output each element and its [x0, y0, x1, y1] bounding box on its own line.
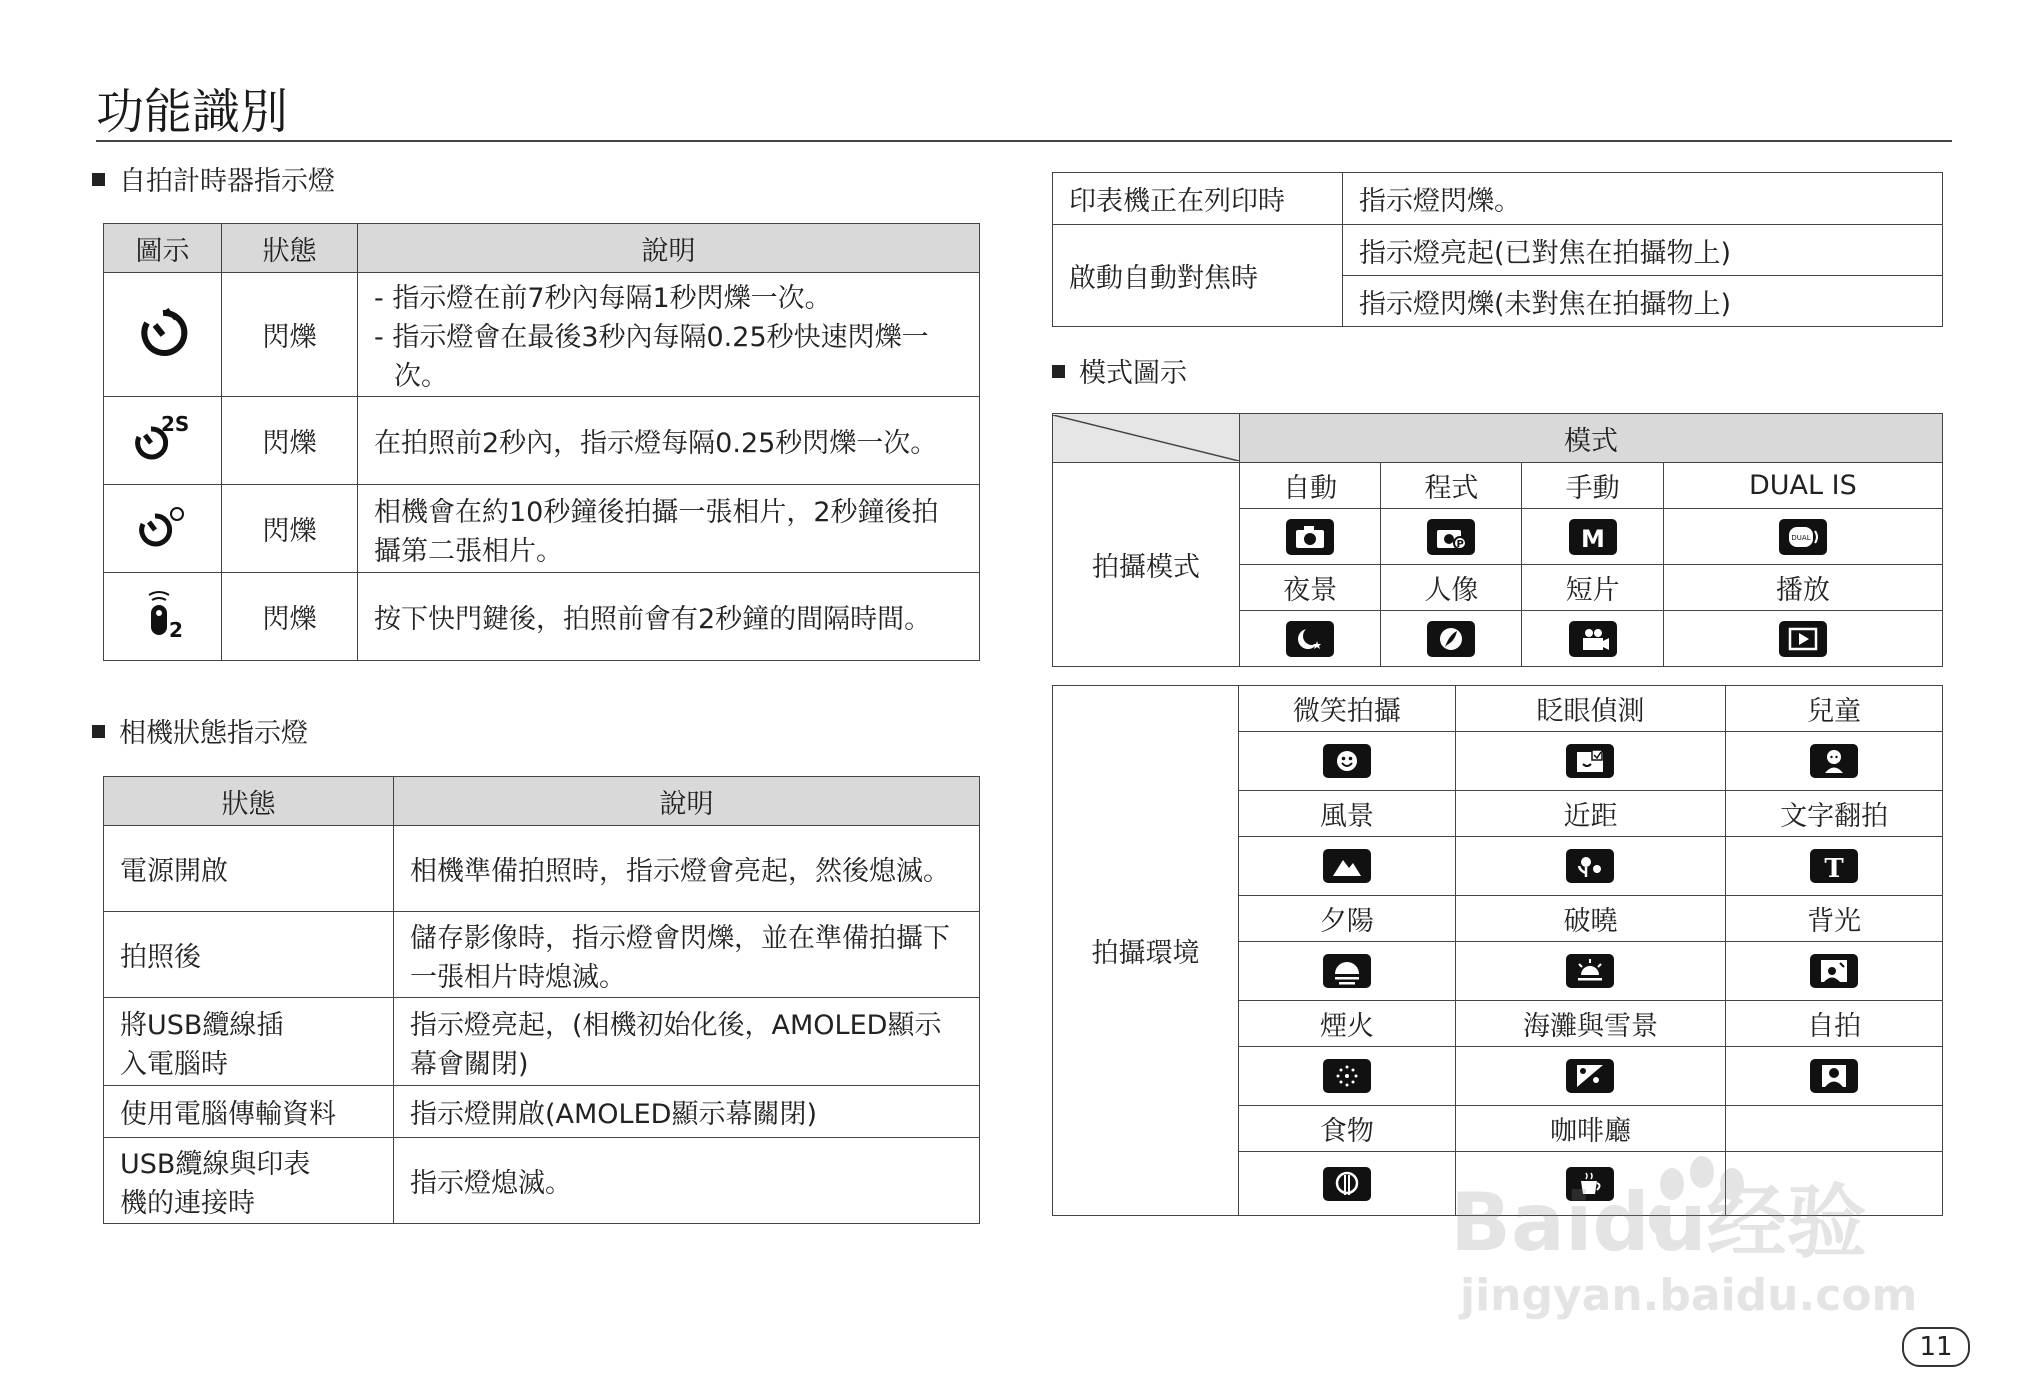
svg-text:2: 2	[168, 618, 183, 641]
dawn-icon	[1566, 954, 1614, 988]
scene-name: 眨眼偵測	[1455, 686, 1725, 732]
camera-status-table	[103, 776, 980, 1224]
table-row	[104, 1138, 980, 1224]
desc-cell: 指示燈閃爍。	[1343, 173, 1943, 225]
fireworks-icon	[1323, 1059, 1371, 1093]
state-cell: 閃爍	[222, 573, 358, 661]
table-header-row	[104, 224, 980, 273]
baidu-watermark	[1440, 1140, 1920, 1340]
table-row	[104, 573, 980, 661]
mode-label: 播放	[1663, 565, 1942, 611]
table-row	[1053, 225, 1943, 276]
mode-label: 程式	[1381, 463, 1522, 509]
scene-name: 咖啡廳	[1455, 1106, 1725, 1152]
table-row	[104, 998, 980, 1086]
desc-cell: 相機準備拍照時，指示燈會亮起，然後熄滅。	[394, 826, 980, 912]
desc-cell: 指示燈熄滅。	[394, 1138, 980, 1224]
desc-cell: 相機會在約10秒鐘後拍攝一張相片，2秒鐘後拍攝第二張相片。	[358, 485, 980, 573]
state-cell: 將USB纜線插入電腦時	[104, 998, 394, 1086]
svg-text:P: P	[1456, 538, 1465, 550]
table-header-row	[104, 777, 980, 826]
self-timer-heading: 自拍計時器指示燈	[92, 166, 335, 198]
scene-name: 夕陽	[1239, 896, 1456, 942]
title-divider	[96, 140, 1952, 142]
desc-cell: 在拍照前2秒內，指示燈每隔0.25秒閃爍一次。	[358, 397, 980, 485]
night-icon	[1286, 621, 1334, 657]
state-cell: 閃爍	[222, 397, 358, 485]
remote-2s-icon	[104, 573, 222, 661]
self-timer-table	[103, 223, 980, 661]
mode-label: 自動	[1240, 463, 1381, 509]
table-row	[104, 912, 980, 998]
table-row	[104, 397, 980, 485]
printer-af-table	[1052, 172, 1943, 327]
smile-shot-icon	[1323, 744, 1371, 778]
scene-name: 風景	[1239, 791, 1456, 837]
beach-snow-icon	[1566, 1059, 1614, 1093]
table-row	[1053, 686, 1943, 732]
svg-text:2S: 2S	[160, 412, 189, 436]
desc-cell: 指示燈開啟(AMOLED顯示幕關閉)	[394, 1086, 980, 1138]
scene-name: 微笑拍攝	[1239, 686, 1456, 732]
mode-icons-heading: 模式圖示	[1052, 358, 1187, 390]
state-cell: 使用電腦傳輸資料	[104, 1086, 394, 1138]
scene-name: 海灘與雪景	[1455, 1001, 1725, 1047]
state-cell: 閃爍	[222, 485, 358, 573]
svg-text:jingyan.baidu.com: jingyan.baidu.com	[1460, 1270, 1918, 1321]
dual-is-icon	[1779, 519, 1827, 555]
mode-label: DUAL IS	[1663, 463, 1942, 509]
state-cell: 印表機正在列印時	[1053, 173, 1343, 225]
self-timer-double-icon	[104, 485, 222, 573]
playback-icon	[1779, 621, 1827, 657]
mode-label: 手動	[1522, 463, 1663, 509]
scene-label: 拍攝環境	[1053, 686, 1239, 1216]
svg-text:Baidu经验: Baidu经验	[1450, 1176, 1867, 1269]
header-icon: 圖示	[104, 224, 222, 273]
desc-cell: 按下快門鍵後，拍照前會有2秒鐘的間隔時間。	[358, 573, 980, 661]
scene-name: 煙火	[1239, 1001, 1456, 1047]
sunset-icon	[1323, 954, 1371, 988]
svg-text:M: M	[1580, 524, 1605, 553]
scene-name: 破曉	[1455, 896, 1725, 942]
scene-name: 近距	[1455, 791, 1725, 837]
self-timer-2s-icon	[104, 397, 222, 485]
movie-icon	[1569, 621, 1617, 657]
backlight-icon	[1810, 954, 1858, 988]
children-icon	[1810, 744, 1858, 778]
page-title: 功能識別	[96, 84, 289, 140]
program-icon	[1427, 519, 1475, 555]
table-row	[104, 273, 980, 397]
desc-cell: - 指示燈在前7秒內每隔1秒閃爍一次。 - 指示燈會在最後3秒內每隔0.25秒快速閃爍一次。	[358, 273, 980, 397]
food-icon	[1323, 1167, 1371, 1201]
table-row	[1053, 463, 1943, 509]
shooting-mode-label: 拍攝模式	[1053, 463, 1240, 667]
desc-cell: 指示燈亮起，(相機初始化後，AMOLED顯示幕會關閉)	[394, 998, 980, 1086]
table-row	[104, 1086, 980, 1138]
state-cell: 拍照後	[104, 912, 394, 998]
text-icon	[1810, 849, 1858, 883]
scene-mode-table	[1052, 685, 1943, 1216]
shooting-mode-table	[1052, 413, 1943, 667]
table-header-row	[1053, 414, 1943, 463]
scene-name: 背光	[1726, 896, 1943, 942]
self-shot-icon	[1810, 1059, 1858, 1093]
close-up-icon	[1566, 849, 1614, 883]
camera-auto-icon	[1286, 519, 1334, 555]
mode-label: 短片	[1522, 565, 1663, 611]
scene-name: 兒童	[1726, 686, 1943, 732]
state-cell: 閃爍	[222, 273, 358, 397]
state-cell: 電源開啟	[104, 826, 394, 912]
manual-icon	[1569, 519, 1617, 555]
header-desc: 說明	[358, 224, 980, 273]
mode-label: 夜景	[1240, 565, 1381, 611]
portrait-icon	[1427, 621, 1475, 657]
header-mode: 模式	[1240, 414, 1943, 463]
camera-status-heading: 相機狀態指示燈	[92, 718, 308, 750]
svg-text:T: T	[1824, 854, 1844, 883]
landscape-icon	[1323, 849, 1371, 883]
diagonal-corner	[1053, 414, 1240, 463]
state-cell: USB纜線與印表機的連接時	[104, 1138, 394, 1224]
blink-detect-icon	[1566, 744, 1614, 778]
desc-cell: 儲存影像時，指示燈會閃爍，並在準備拍攝下一張相片時熄滅。	[394, 912, 980, 998]
mode-label: 人像	[1381, 565, 1522, 611]
scene-name: 食物	[1239, 1106, 1456, 1152]
page-number: 11	[1902, 1327, 1970, 1367]
header-state: 狀態	[104, 777, 394, 826]
table-row	[104, 826, 980, 912]
header-state: 狀態	[222, 224, 358, 273]
state-cell: 啟動自動對焦時	[1053, 225, 1343, 327]
desc-cell: 指示燈閃爍(未對焦在拍攝物上)	[1343, 276, 1943, 327]
self-timer-10s-icon	[104, 273, 222, 397]
scene-name: 自拍	[1726, 1001, 1943, 1047]
scene-name: 文字翻拍	[1726, 791, 1943, 837]
table-row	[1053, 173, 1943, 225]
desc-cell: 指示燈亮起(已對焦在拍攝物上)	[1343, 225, 1943, 276]
table-row	[104, 485, 980, 573]
header-desc: 說明	[394, 777, 980, 826]
svg-text:DUAL: DUAL	[1791, 533, 1811, 542]
